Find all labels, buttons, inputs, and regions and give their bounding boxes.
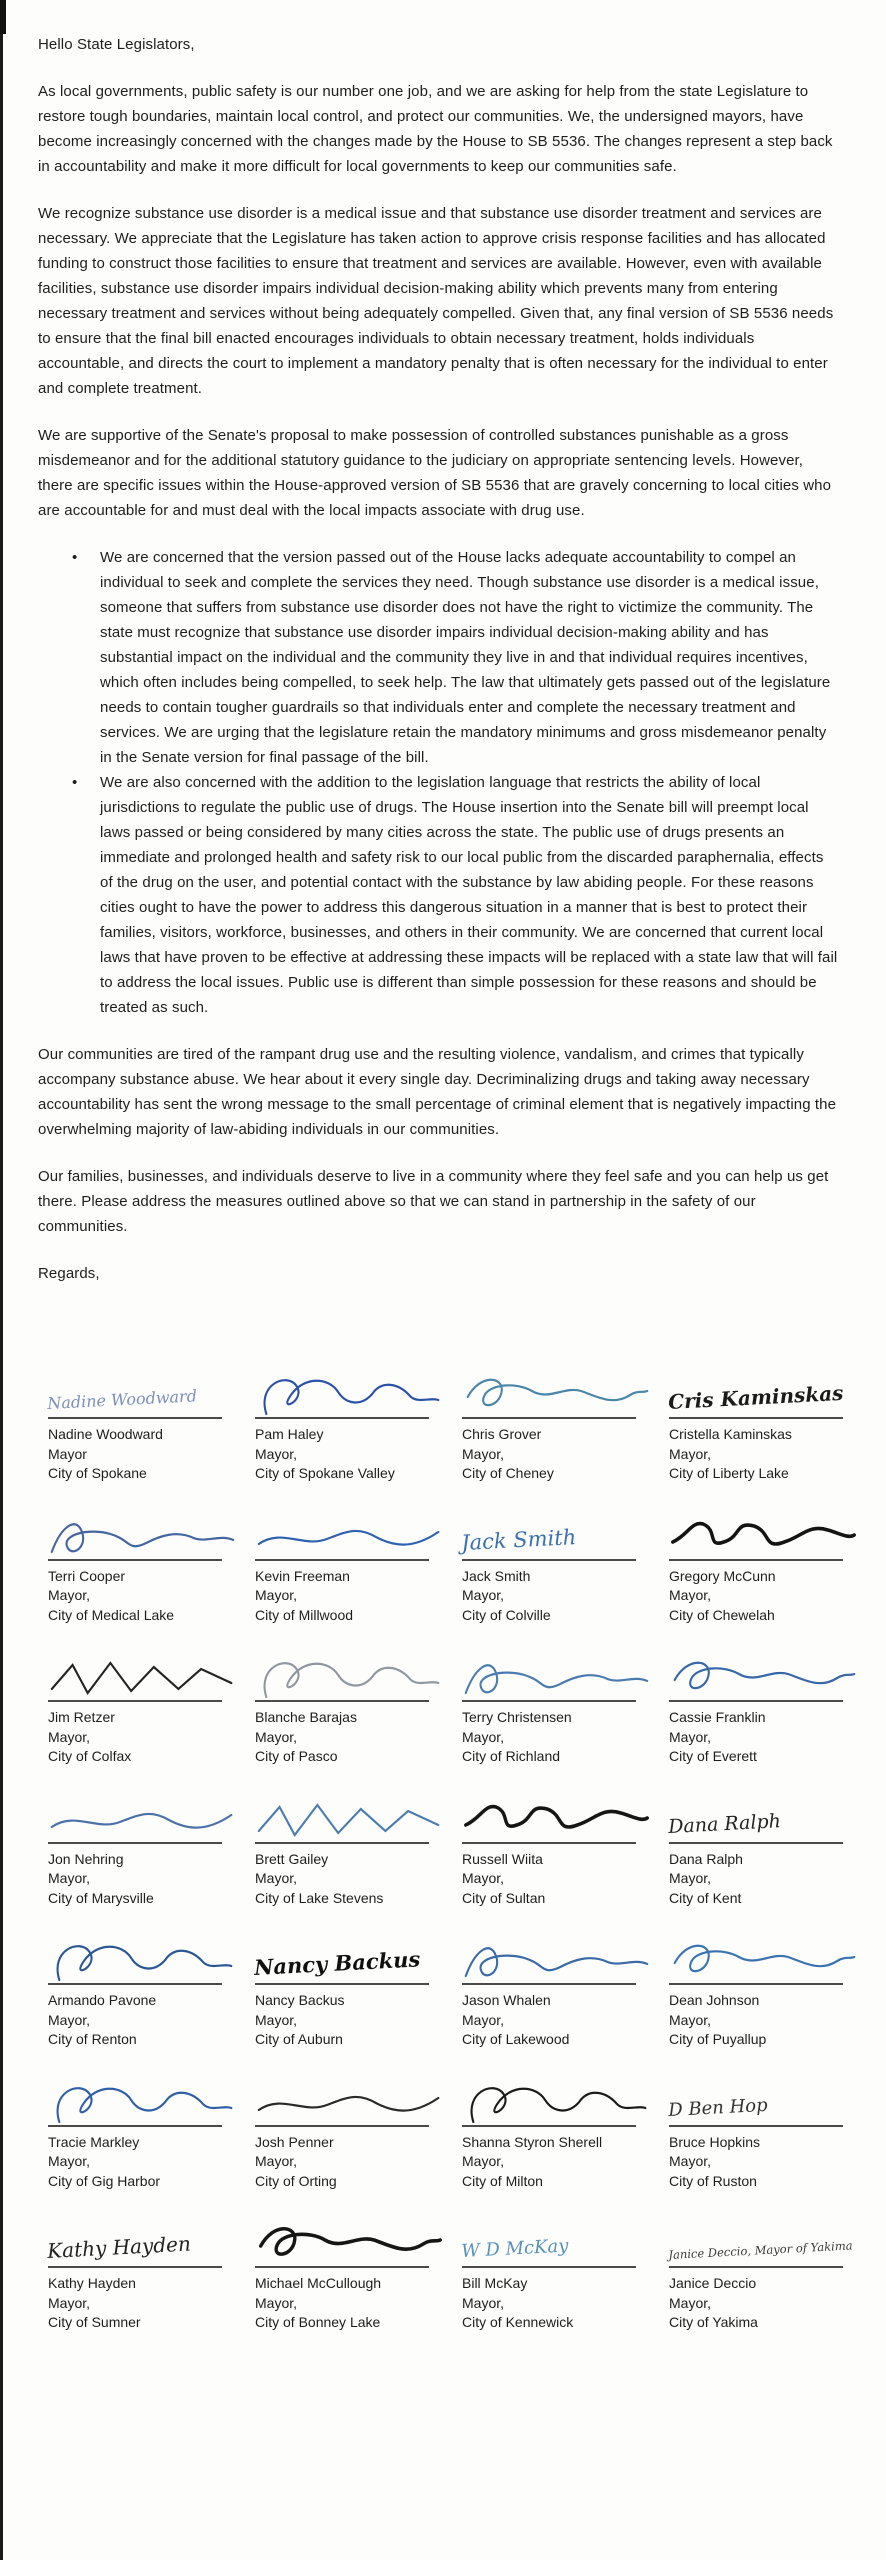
signer-role: Mayor, — [255, 2294, 298, 2311]
signer-name: Russell Wiita — [462, 1850, 543, 1867]
signature-line — [255, 2266, 429, 2268]
signer-city: City of Bonney Lake — [255, 2314, 381, 2330]
signature-line — [669, 1559, 843, 1561]
letter-paragraph: We are supportive of the Senate's proposal to make possession of controlled substances punishable as a gross misdemeanor and for the additional statutory guidance to the judiciary on appropriate sentencing levels. However, there are specific issues within the House-approved version of SB 5536 that are gravely concerning to local cities who are accountable for and must deal with the local impacts associate with drug use. — [38, 427, 832, 519]
signature-ink — [255, 1936, 444, 1982]
signer-role: Mayor, — [462, 2011, 505, 2028]
signer-city: City of Medical Lake — [48, 1606, 175, 1623]
signer-name: Terri Cooper — [48, 1567, 126, 1584]
letter-paragraph: We recognize substance use disorder is a medical issue and that substance use disorder treatment and services are necessary. We appreciate that the Legislature has taken action to approve crisis response facilities and has allocated funding to construct those facilities to ensure that treatment and services are available. However, even with available facilities, substance use disorder impairs individual decision-making ability which prevents many from entering necessary treatment and services without being adequately compelled. Given that, any final version of SB 5536 needs to ensure that the final bill enacted encourages individuals to obtain necessary treatment, holds individuals accountable, and directs the court to implement a mandatory penalty that is often necessary for the individual to enter and complete treatment. — [38, 205, 834, 397]
closing-paragraphs — [38, 1042, 840, 1239]
signature-line — [255, 1700, 429, 1702]
signature-block — [255, 1936, 444, 2050]
signature-block — [48, 2078, 237, 2192]
signer-role: Mayor, — [462, 2153, 505, 2169]
signature-script: W D McKay — [460, 2235, 569, 2263]
signature-line — [669, 2266, 843, 2268]
signature-scribble-icon — [462, 1795, 651, 1841]
signature-line — [255, 1417, 429, 1419]
signer-name: Bill McKay — [462, 2275, 528, 2291]
signature-ink — [48, 1512, 237, 1558]
signature-line — [462, 1983, 636, 1985]
signature-ink — [669, 1370, 858, 1416]
signature-block — [48, 1512, 237, 1626]
signoff: Regards, — [38, 1265, 100, 1282]
signer-name: Chris Grover — [462, 1426, 542, 1442]
signature-scribble-icon — [48, 1936, 237, 1982]
signature-ink — [669, 1653, 858, 1699]
signature-ink — [255, 2078, 444, 2124]
signature-block — [48, 1370, 237, 1484]
signer-role: Mayor, — [462, 1728, 505, 1745]
signer-name: Tracie Markley — [48, 2133, 140, 2150]
signature-scribble-icon — [255, 2219, 444, 2265]
signer-role: Mayor, — [255, 1587, 298, 1603]
signature-line — [48, 2266, 222, 2268]
signature-ink — [669, 2078, 858, 2124]
signature-scribble-icon — [255, 1653, 444, 1699]
signature-block — [255, 1512, 444, 1626]
signature-ink — [255, 1370, 444, 1416]
signature-ink — [462, 1653, 651, 1699]
signature-scribble-icon — [255, 1512, 444, 1558]
signature-block — [255, 2078, 444, 2192]
signer-city: City of Milton — [462, 2172, 543, 2189]
signature-block — [48, 1795, 237, 1909]
signer-role: Mayor — [48, 1445, 87, 1462]
signature-script: Cris Kaminskas — [667, 1380, 844, 1415]
signature-ink — [462, 2219, 651, 2265]
signer-city: City of Marysville — [48, 1889, 154, 1906]
signer-city: City of Renton — [48, 2031, 137, 2047]
signature-ink — [462, 1512, 651, 1558]
signature-ink — [48, 1653, 237, 1699]
signature-ink — [669, 1795, 858, 1841]
signature-scribble-icon — [462, 1370, 651, 1416]
signature-ink — [255, 2219, 444, 2265]
signature-block — [462, 1795, 651, 1909]
signer-role: Mayor, — [669, 2011, 712, 2028]
signature-block — [669, 1512, 858, 1626]
signature-script: Jack Smith — [460, 1524, 577, 1555]
signature-line — [48, 1559, 222, 1561]
signer-role: Mayor, — [669, 1445, 712, 1462]
signature-script: Nadine Woodward — [46, 1386, 198, 1414]
signer-role: Mayor, — [48, 1870, 91, 1886]
signature-block — [669, 1653, 858, 1767]
signer-city: City of Everett — [669, 1748, 757, 1764]
signature-script: Janice Deccio, Mayor of Yakima — [668, 2237, 853, 2262]
signature-line — [462, 1417, 636, 1419]
signature-scribble-icon — [48, 1795, 237, 1841]
signature-scribble-icon — [462, 1653, 651, 1699]
signer-role: Mayor, — [255, 2153, 298, 2169]
signer-name: Jon Nehring — [48, 1850, 124, 1867]
signer-name: Cassie Franklin — [669, 1709, 766, 1725]
signer-city: City of Lake Stevens — [255, 1889, 384, 1906]
signer-role: Mayor, — [255, 1445, 298, 1462]
signer-role: Mayor, — [255, 1870, 298, 1886]
signer-city: City of Spokane Valley — [255, 1465, 395, 1481]
signer-role: Mayor, — [48, 2153, 91, 2169]
signature-script: Kathy Hayden — [46, 2231, 192, 2264]
signer-name: Blanche Barajas — [255, 1709, 357, 1725]
signer-city: City of Millwood — [255, 1606, 354, 1623]
signer-role: Mayor, — [669, 2294, 712, 2311]
signer-role: Mayor, — [669, 1587, 712, 1603]
signature-ink — [48, 2219, 237, 2265]
signer-city: City of Orting — [255, 2172, 337, 2189]
signer-role: Mayor, — [48, 1587, 91, 1603]
signature-scribble-icon — [255, 1370, 444, 1416]
signer-role: Mayor, — [462, 1445, 505, 1462]
signer-city: City of Colville — [462, 1606, 551, 1623]
signature-line — [669, 1842, 843, 1844]
signature-block — [669, 1795, 858, 1909]
signer-role: Mayor, — [462, 1870, 505, 1886]
signature-block — [669, 2078, 858, 2192]
signer-name: Gregory McCunn — [669, 1567, 776, 1584]
scan-corner-artifact — [0, 0, 6, 34]
signer-city: City of Colfax — [48, 1748, 132, 1764]
opening-paragraphs — [38, 79, 840, 523]
signature-block — [462, 1936, 651, 2050]
signature-line — [669, 1983, 843, 1985]
signer-name: Jason Whalen — [462, 1992, 551, 2008]
signature-line — [255, 1842, 429, 1844]
signer-city: City of Spokane — [48, 1465, 147, 1481]
signature-block — [462, 1370, 651, 1484]
signer-name: Jack Smith — [462, 1567, 531, 1584]
bullet-list — [38, 545, 840, 1020]
signature-ink — [462, 1370, 651, 1416]
signature-block — [255, 1653, 444, 1767]
signature-ink — [48, 1370, 237, 1416]
signature-scribble-icon — [669, 1653, 858, 1699]
signature-scribble-icon — [48, 1512, 237, 1558]
signer-name: Josh Penner — [255, 2133, 334, 2150]
signature-ink — [255, 1512, 444, 1558]
letter-paragraph: As local governments, public safety is our number one job, and we are asking for help from the state Legislature to restore tough boundaries, maintain local control, and protect our communities. We, the undersigned mayors, have become increasingly concerned with the changes made by the House to SB 5536. The changes represent a step back in accountability and make it more difficult for local governments to keep our communities safe. — [38, 83, 833, 175]
signature-scribble-icon — [48, 2078, 237, 2124]
signature-line — [462, 2266, 636, 2268]
signer-name: Kevin Freeman — [255, 1567, 350, 1584]
signer-city: City of Kent — [669, 1889, 742, 1906]
signature-scribble-icon — [462, 2078, 651, 2124]
signature-line — [462, 1842, 636, 1844]
signature-block — [48, 1653, 237, 1767]
signature-grid — [0, 1308, 886, 2333]
signature-line — [48, 1417, 222, 1419]
signature-script: Dana Ralph — [667, 1809, 782, 1838]
signature-ink — [669, 1512, 858, 1558]
signer-role: Mayor, — [48, 2011, 91, 2028]
signature-block — [462, 1653, 651, 1767]
signature-line — [48, 1842, 222, 1844]
signer-role: Mayor, — [669, 1728, 712, 1745]
signer-name: Cristella Kaminskas — [669, 1426, 792, 1442]
signature-ink — [669, 2219, 858, 2265]
signer-role: Mayor, — [669, 1870, 712, 1886]
signature-ink — [462, 2078, 651, 2124]
signer-name: Janice Deccio — [669, 2275, 757, 2291]
letter-paragraph: Our communities are tired of the rampant drug use and the resulting violence, vandalism, and crimes that typically accompany substance abuse. We hear about it every single day. Decriminalizing drugs and taking away necessary accountability has sent the wrong message to the small percentage of criminal element that is negatively impacting the overwhelming majority of law-abiding individuals in our communities. — [38, 1046, 837, 1138]
signer-city: City of Puyallup — [669, 2031, 767, 2047]
salutation: Hello State Legislators, — [38, 36, 195, 53]
signer-role: Mayor, — [48, 1728, 91, 1745]
signature-block — [462, 2078, 651, 2192]
signature-ink — [669, 1936, 858, 1982]
signer-city: City of Gig Harbor — [48, 2172, 161, 2189]
signer-name: Jim Retzer — [48, 1709, 115, 1725]
signature-block — [48, 1936, 237, 2050]
signature-block — [255, 1370, 444, 1484]
signature-block — [255, 1795, 444, 1909]
signature-line — [669, 1700, 843, 1702]
signature-block — [669, 1370, 858, 1484]
signature-line — [462, 1700, 636, 1702]
signer-city: City of Sultan — [462, 1889, 546, 1906]
bullet-item: • We are also concerned with the addition to the legislation language that restricts the ability of local jurisdictions to regulate the public use of drugs. The House insertion into the Senate bill will preempt local laws passed or being considered by many cities across the state. The public use of drugs presents an immediate and prolonged health and safety risk to our local public from the discarded paraphernalia, effects of the drug on the user, and potential contact with the substance by law abiding people. For these reasons cities ought to have the power to address this dangerous situation in a manner that is best to protect their families, visitors, workforce, businesses, and others in their community. We are concerned that current local laws that have proven to be effective at addressing these impacts will be replaced with a state law that will fail to address the local issues. Public use is different than simple possession for these reasons and should be treated as such. — [100, 770, 840, 1020]
signer-city: City of Liberty Lake — [669, 1465, 789, 1481]
scan-edge-artifact — [0, 0, 3, 2560]
signer-name: Dana Ralph — [669, 1850, 743, 1867]
signature-scribble-icon — [48, 1653, 237, 1699]
signer-name: Kathy Hayden — [48, 2275, 136, 2291]
signature-block — [255, 2219, 444, 2333]
signer-name: Shanna Styron Sherell — [462, 2133, 603, 2150]
signer-role: Mayor, — [255, 1728, 298, 1745]
signer-city: City of Cheney — [462, 1465, 554, 1481]
signature-line — [48, 1983, 222, 1985]
signer-role: Mayor, — [462, 1587, 505, 1603]
signature-ink — [48, 1936, 237, 1982]
signature-block — [48, 2219, 237, 2333]
signature-ink — [255, 1653, 444, 1699]
signature-scribble-icon — [255, 1795, 444, 1841]
signer-city: City of Chewelah — [669, 1606, 775, 1623]
signature-line — [48, 2125, 222, 2127]
signer-city: City of Yakima — [669, 2314, 758, 2330]
signer-city: City of Kennewick — [462, 2314, 574, 2330]
bullet-item: • We are concerned that the version passed out of the House lacks adequate accountability to compel an individual to seek and complete the services they need. Though substance use disorder is a medical issue, someone that suffers from substance use disorder does not have the right to victimize the community. The state must recognize that substance use disorder impairs individual decision-making ability and has substantial impact on the individual and the community they live in and that individual requires incentives, which often includes being compelled, to seek help. The law that ultimately gets passed out of the legislature needs to contain tougher guardrails so that individuals enter and complete the necessary treatment and services. We are urging that the legislature retain the mandatory minimums and gross misdemeanor penalty in the Senate version for final passage of the bill. — [100, 545, 840, 770]
signature-script: D Ben Hop — [667, 2094, 769, 2121]
signer-role: Mayor, — [255, 2011, 298, 2028]
signature-scribble-icon — [462, 1936, 651, 1982]
signature-line — [462, 1559, 636, 1561]
signer-name: Brett Gailey — [255, 1850, 329, 1867]
signature-line — [462, 2125, 636, 2127]
signer-name: Nancy Backus — [255, 1992, 345, 2008]
signer-name: Terry Christensen — [462, 1709, 572, 1725]
signer-role: Mayor, — [48, 2294, 91, 2311]
signature-line — [255, 2125, 429, 2127]
signature-block — [462, 2219, 651, 2333]
signer-city: City of Auburn — [255, 2031, 343, 2047]
signer-role: Mayor, — [462, 2294, 505, 2311]
letter-paragraph: Our families, businesses, and individuals deserve to live in a community where they feel safe and you can help us get there. Please address the measures outlined above so that we can stand in partnership in the safety of our communities. — [38, 1168, 829, 1235]
signature-line — [669, 2125, 843, 2127]
signer-name: Bruce Hopkins — [669, 2133, 761, 2150]
signature-scribble-icon — [669, 1512, 858, 1558]
signature-ink — [462, 1795, 651, 1841]
signature-ink — [48, 1795, 237, 1841]
signature-script: Nancy Backus — [253, 1946, 421, 1981]
signer-name: Armando Pavone — [48, 1992, 157, 2008]
signer-city: City of Ruston — [669, 2172, 757, 2189]
signer-name: Nadine Woodward — [48, 1426, 163, 1442]
signature-scribble-icon — [255, 2078, 444, 2124]
signer-name: Michael McCullough — [255, 2275, 382, 2291]
signature-line — [669, 1417, 843, 1419]
signature-line — [48, 1700, 222, 1702]
signature-line — [255, 1559, 429, 1561]
signature-scribble-icon — [669, 1936, 858, 1982]
signer-role: Mayor, — [669, 2153, 712, 2169]
signer-name: Pam Haley — [255, 1426, 324, 1442]
signature-ink — [462, 1936, 651, 1982]
signature-block — [669, 2219, 858, 2333]
signer-name: Dean Johnson — [669, 1992, 760, 2008]
signature-block — [669, 1936, 858, 2050]
signer-city: City of Richland — [462, 1748, 561, 1764]
signature-ink — [255, 1795, 444, 1841]
signer-city: City of Sumner — [48, 2314, 141, 2330]
signature-ink — [48, 2078, 237, 2124]
signer-city: City of Pasco — [255, 1748, 338, 1764]
signer-city: City of Lakewood — [462, 2031, 570, 2047]
signature-block — [462, 1512, 651, 1626]
signature-line — [255, 1983, 429, 1985]
